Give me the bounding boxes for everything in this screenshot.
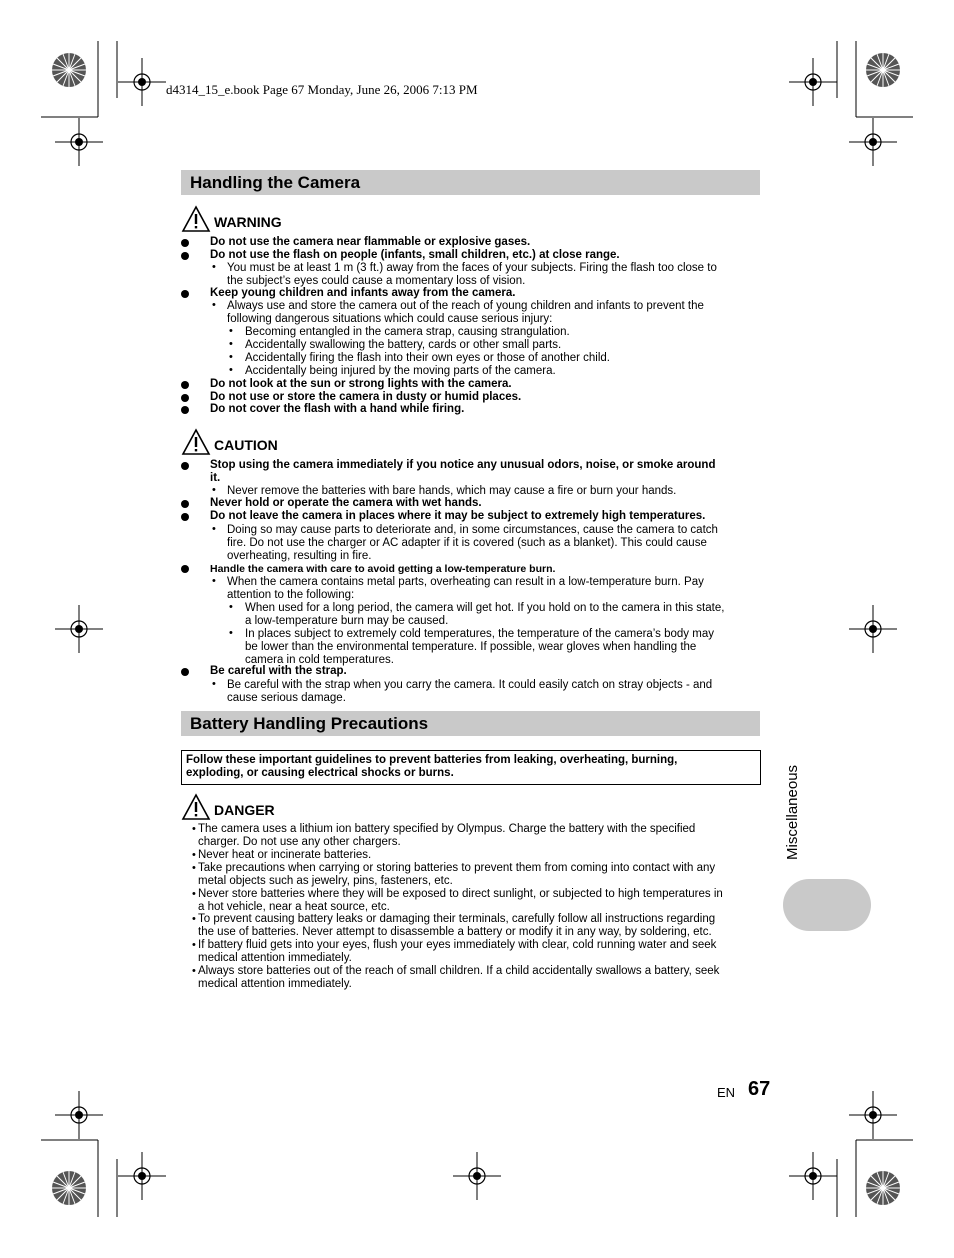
warning-item: Keep young children and infants away from the camera. xyxy=(210,287,516,299)
caution-triangle-icon xyxy=(181,428,211,456)
bullet-dot xyxy=(181,381,189,389)
section-heading-battery xyxy=(181,711,760,736)
danger-item: To prevent causing battery leaks or damaging their terminals, carefully follow all instructions regarding xyxy=(198,913,716,925)
caution-detail: attention to the following: xyxy=(227,589,355,601)
warning-item: Do not cover the flash with a hand while firing. xyxy=(210,403,465,415)
sub-bullet: • xyxy=(229,601,233,613)
caution-detail: Doing so may cause parts to deteriorate and, in some circumstances, cause the camera to catch xyxy=(227,524,718,536)
warning-detail: Becoming entangled in the camera strap, causing strangulation. xyxy=(245,326,570,338)
caution-detail: fire. Do not use the charger or AC adapter if it is covered (such as a blanket). This could cause xyxy=(227,537,707,549)
danger-triangle-icon xyxy=(181,793,211,821)
sub-bullet: • xyxy=(192,888,196,900)
sub-bullet: • xyxy=(192,823,196,835)
bullet-dot xyxy=(181,394,189,402)
warning-item: Do not use the camera near flammable or explosive gases. xyxy=(210,236,531,248)
caution-item: Handle the camera with care to avoid getting a low-temperature burn. xyxy=(210,563,556,575)
sub-bullet: • xyxy=(229,338,233,350)
warning-detail: Accidentally swallowing the battery, cards or other small parts. xyxy=(245,339,562,351)
bullet-dot xyxy=(181,500,189,508)
sub-bullet: • xyxy=(192,939,196,951)
caution-detail: Never remove the batteries with bare hands, which may cause a fire or burn your hands. xyxy=(227,485,677,497)
caution-detail: cause serious damage. xyxy=(227,692,346,704)
sub-bullet: • xyxy=(212,484,216,496)
section-heading-handling xyxy=(181,170,760,195)
section-title: Battery Handling Precautions xyxy=(190,714,429,733)
caution-detail: camera in cold temperatures. xyxy=(245,654,394,666)
page-number: 67 xyxy=(748,1078,771,1100)
print-header: d4314_15_e.book Page 67 Monday, June 26, 2006 7:13 PM xyxy=(166,82,478,97)
warning-detail: You must be at least 1 m (3 ft.) away from the faces of your subjects. Firing the flash too close to xyxy=(227,262,717,274)
side-thumb-tab xyxy=(783,879,871,931)
danger-item: The camera uses a lithium ion battery specified by Olympus. Charge the battery with the specified xyxy=(198,823,696,835)
caution-detail: In places subject to extremely cold temperatures, the temperature of the camera’s body may xyxy=(245,628,714,640)
danger-item: medical attention immediately. xyxy=(198,978,352,990)
box-text: Follow these important guidelines to prevent batteries from leaking, overheating, burning, xyxy=(186,754,678,766)
bullet-dot xyxy=(181,513,189,521)
sub-bullet: • xyxy=(212,678,216,690)
sub-bullet: • xyxy=(229,627,233,639)
caution-detail: a low-temperature burn may be caused. xyxy=(245,615,449,627)
danger-item: medical attention immediately. xyxy=(198,952,352,964)
danger-item: Never heat or incinerate batteries. xyxy=(198,849,372,861)
warning-item: Do not look at the sun or strong lights with the camera. xyxy=(210,378,512,390)
danger-item: Take precautions when carrying or storing batteries to prevent them from coming into contact with any xyxy=(198,862,716,874)
danger-label: DANGER xyxy=(214,802,275,818)
sub-bullet: • xyxy=(192,965,196,977)
danger-item: Never store batteries where they will be exposed to direct sunlight, or subjected to high temperatures in xyxy=(198,888,723,900)
warning-detail: Accidentally being injured by the moving parts of the camera. xyxy=(245,365,556,377)
warning-detail: Accidentally firing the flash into their own eyes or those of another child. xyxy=(245,352,611,364)
bullet-dot xyxy=(181,290,189,298)
sub-bullet: • xyxy=(192,862,196,874)
caution-detail: be lower than the environmental temperature. If possible, wear gloves when handling the xyxy=(245,641,697,653)
danger-item: charger. Do not use any other chargers. xyxy=(198,836,401,848)
danger-item: Always store batteries out of the reach of small children. If a child accidentally swallows a battery, seek xyxy=(198,965,720,977)
warning-item: Do not use or store the camera in dusty or humid places. xyxy=(210,391,522,403)
sub-bullet: • xyxy=(192,913,196,925)
bullet-dot xyxy=(181,565,189,573)
battery-guideline-box xyxy=(181,750,761,785)
bullet-dot xyxy=(181,252,189,260)
side-section-label: Miscellaneous xyxy=(784,764,801,860)
danger-item: If battery fluid gets into your eyes, flush your eyes immediately with clear, cold running water and seek xyxy=(198,939,717,951)
caution-detail: When the camera contains metal parts, overheating can result in a low-temperature burn. Pay xyxy=(227,576,704,588)
caution-detail: overheating, resulting in fire. xyxy=(227,550,372,562)
caution-detail: Be careful with the strap when you carry the camera. It could easily catch on stray objects - and xyxy=(227,679,713,691)
sub-bullet: • xyxy=(212,523,216,535)
caution-item: Stop using the camera immediately if you notice any unusual odors, noise, or smoke around xyxy=(210,459,716,471)
danger-item: metal objects such as jewelry, pins, fasteners, etc. xyxy=(198,875,453,887)
caution-detail: When used for a long period, the camera will get hot. If you hold on to the camera in this state, xyxy=(245,602,725,614)
sub-bullet: • xyxy=(212,261,216,273)
bullet-dot xyxy=(181,668,189,676)
warning-label: WARNING xyxy=(214,214,282,230)
bullet-dot xyxy=(181,406,189,414)
sub-bullet: • xyxy=(229,351,233,363)
sub-bullet: • xyxy=(229,325,233,337)
language-code: EN xyxy=(717,1085,736,1100)
section-title: Handling the Camera xyxy=(190,173,361,192)
caution-item: Do not leave the camera in places where it may be subject to extremely high temperatures. xyxy=(210,510,706,522)
danger-item: a hot vehicle, near a heat source, etc. xyxy=(198,901,390,913)
caution-item: it. xyxy=(210,472,221,484)
danger-item: the use of batteries. Never attempt to disassemble a battery or modify it in any way, by soldering, etc. xyxy=(198,926,712,938)
caution-label: CAUTION xyxy=(214,437,278,453)
warning-detail: Always use and store the camera out of the reach of young children and infants to prevent the xyxy=(227,300,704,312)
sub-bullet: • xyxy=(192,849,196,861)
box-text: exploding, or causing electrical shocks or burns. xyxy=(186,767,454,779)
bullet-dot xyxy=(181,462,189,470)
warning-detail: following dangerous situations which could cause serious injury: xyxy=(227,313,553,325)
caution-item: Be careful with the strap. xyxy=(210,665,347,677)
sub-bullet: • xyxy=(212,299,216,311)
warning-detail: the subject’s eyes could cause a momentary loss of vision. xyxy=(227,275,526,287)
bullet-dot xyxy=(181,239,189,247)
sub-bullet: • xyxy=(229,364,233,376)
sub-bullet: • xyxy=(212,575,216,587)
warning-item: Do not use the flash on people (infants, small children, etc.) at close range. xyxy=(210,249,620,261)
warning-triangle-icon xyxy=(181,205,211,233)
caution-item: Never hold or operate the camera with wet hands. xyxy=(210,497,482,509)
